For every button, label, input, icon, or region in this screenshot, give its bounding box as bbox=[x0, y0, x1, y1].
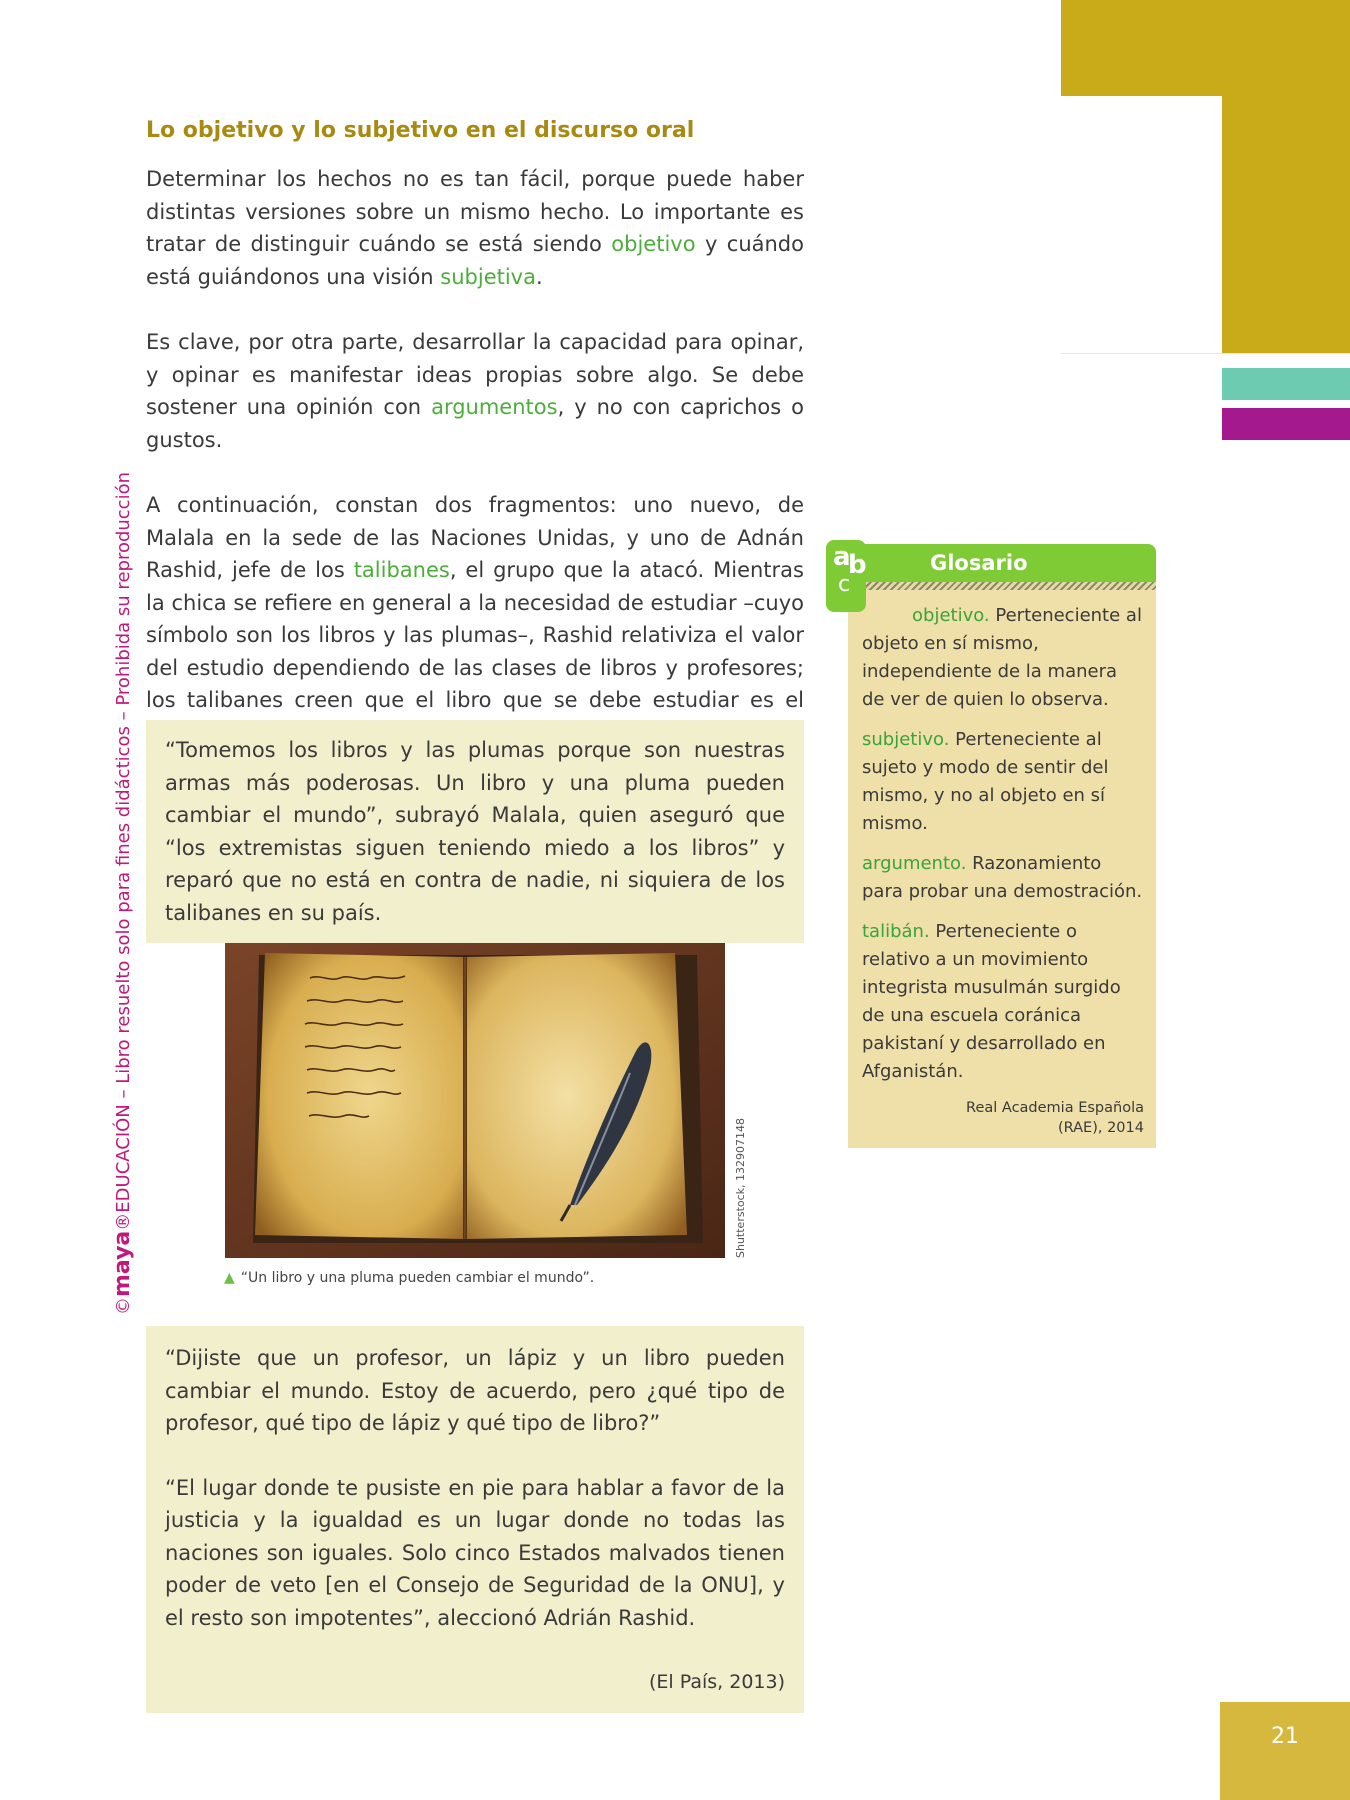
glossary-source-line-1: Real Academia Española bbox=[966, 1100, 1144, 1116]
glossary-entry bbox=[862, 726, 1144, 838]
glossary-icon-letter-c: c bbox=[838, 572, 851, 597]
decorative-mustard-column bbox=[1222, 96, 1350, 354]
photo-credit: Shutterstock, 132907148 bbox=[734, 1117, 747, 1258]
glossary-entry bbox=[862, 602, 1144, 714]
glossary-stripe bbox=[848, 582, 1156, 590]
caption-triangle-icon: ▲ bbox=[224, 1270, 235, 1286]
paragraph-3 bbox=[146, 489, 804, 749]
glossary-definition: Perteneciente al sujeto y modo de sentir del mismo, y no al objeto en sí mismo. bbox=[862, 729, 1109, 834]
keyword-argumentos: argumentos bbox=[431, 395, 558, 419]
glossary-source bbox=[862, 1098, 1144, 1138]
glossary-body bbox=[848, 590, 1156, 1148]
glossary-entry bbox=[862, 850, 1144, 906]
paragraph-2 bbox=[146, 326, 804, 456]
paragraph-3-text-a: A continuación, constan dos fragmentos: uno nuevo, de Malala en la sede de las Naciones Unidas, y uno de Adnán Rashid, jefe de los bbox=[146, 493, 804, 582]
glossary-term: subjetivo. bbox=[862, 729, 950, 750]
paragraph-3-text-b: , el grupo que la atacó. Mientras la chica se refiere en general a la necesidad de estudiar –cuyo símbolo son los libros y las plumas–, Rashid relativiza el valor del estudio dependiendo de las clases de libros y profesores; los talibanes creen que el libro que se debe estudiar es el bbox=[146, 558, 804, 712]
copyright-side-text bbox=[110, 471, 135, 1315]
keyword-talibanes: talibanes bbox=[353, 558, 450, 582]
decorative-teal-bar bbox=[1222, 368, 1350, 400]
glossary-box bbox=[848, 544, 1156, 1148]
decorative-magenta-bar bbox=[1222, 408, 1350, 440]
decorative-mustard-block-top bbox=[1061, 0, 1350, 96]
paragraph-1-text-a: Determinar los hechos no es tan fácil, porque puede haber distintas versiones sobre un mismo hecho. Lo importante es tratar de distinguir cuándo se está siendo bbox=[146, 167, 804, 256]
brand-logo-text: maya bbox=[110, 1230, 135, 1297]
copyright-symbol: © bbox=[113, 1297, 134, 1315]
page-number: 21 bbox=[1271, 1724, 1299, 1749]
decorative-rule bbox=[1061, 353, 1350, 354]
keyword-objetivo: objetivo bbox=[611, 232, 696, 256]
page-number-box bbox=[1220, 1702, 1350, 1800]
section-heading: Lo objetivo y lo subjetivo en el discurso oral bbox=[146, 118, 695, 143]
glossary-source-line-2: (RAE), 2014 bbox=[1057, 1120, 1144, 1136]
glossary-term: talibán. bbox=[862, 921, 930, 942]
glossary-definition: Perteneciente o relativo a un movimiento integrista musulmán surgido de una escuela coránica pakistaní y desarrollado en Afganistán. bbox=[862, 921, 1121, 1082]
paragraph-1-text-c: . bbox=[535, 264, 543, 289]
glossary-term: objetivo. bbox=[912, 605, 990, 626]
glossary-title: Glosario bbox=[930, 551, 1028, 575]
glossary-abc-icon bbox=[826, 540, 866, 612]
book-and-quill-photo bbox=[225, 943, 725, 1258]
photo-caption bbox=[224, 1270, 594, 1286]
glossary-header bbox=[848, 544, 1156, 582]
glossary-entry bbox=[862, 918, 1144, 1086]
glossary-term: argumento. bbox=[862, 853, 967, 874]
main-column bbox=[146, 118, 804, 782]
rashid-quote-2: “El lugar donde te pusiste en pie para hablar a favor de la justicia y la igualdad es un lugar donde no todas las naciones son iguales. Solo cinco Estados malvados tienen poder de veto [en el Consejo de Seguridad de la ONU], y el resto son impotentes”, aleccionó Adrián Rashid. bbox=[165, 1475, 785, 1630]
paragraph-1-text-b: y cuándo está guiándonos una visión bbox=[146, 232, 804, 289]
malala-quote-box: “Tomemos los libros y las plumas porque son nuestras armas más poderosas. Un libro y una pluma pueden cambiar el mundo”, subrayó Malala, quien aseguró que “los extremistas siguen teniendo miedo a los libros” y reparó que no está en contra de nadie, ni siquiera de los talibanes en su país. bbox=[146, 720, 804, 943]
glossary-icon-letter-a: a bbox=[833, 542, 851, 572]
book-illustration bbox=[225, 943, 725, 1258]
glossary-definition: Perteneciente al objeto en sí mismo, independiente de la manera de ver de quien lo observa. bbox=[862, 605, 1142, 710]
rashid-quote-1: “Dijiste que un profesor, un lápiz y un libro pueden cambiar el mundo. Estoy de acuerdo, pero ¿qué tipo de profesor, qué tipo de lápiz y qué tipo de libro?” bbox=[165, 1346, 785, 1435]
glossary-definition: Razonamiento para probar una demostración. bbox=[862, 853, 1143, 902]
caption-text: “Un libro y una pluma pueden cambiar el mundo”. bbox=[240, 1270, 595, 1286]
copyright-notice: ®EDUCACIÓN – Libro resuelto solo para fines didácticos – Prohibida su reproducción bbox=[113, 471, 134, 1231]
rashid-quote-box bbox=[146, 1326, 804, 1713]
paragraph-1 bbox=[146, 163, 804, 293]
keyword-subjetiva: subjetiva bbox=[440, 264, 536, 289]
quote-source: (El País, 2013) bbox=[648, 1671, 785, 1693]
paragraph-2-text-b: , y no con caprichos o gustos. bbox=[146, 395, 804, 452]
paragraph-2-text-a: Es clave, por otra parte, desarrollar la capacidad para opinar, y opinar es manifestar ideas propias sobre algo. Se debe sostener una opinión con bbox=[146, 330, 804, 419]
glossary-icon-letter-b: b bbox=[848, 550, 867, 580]
